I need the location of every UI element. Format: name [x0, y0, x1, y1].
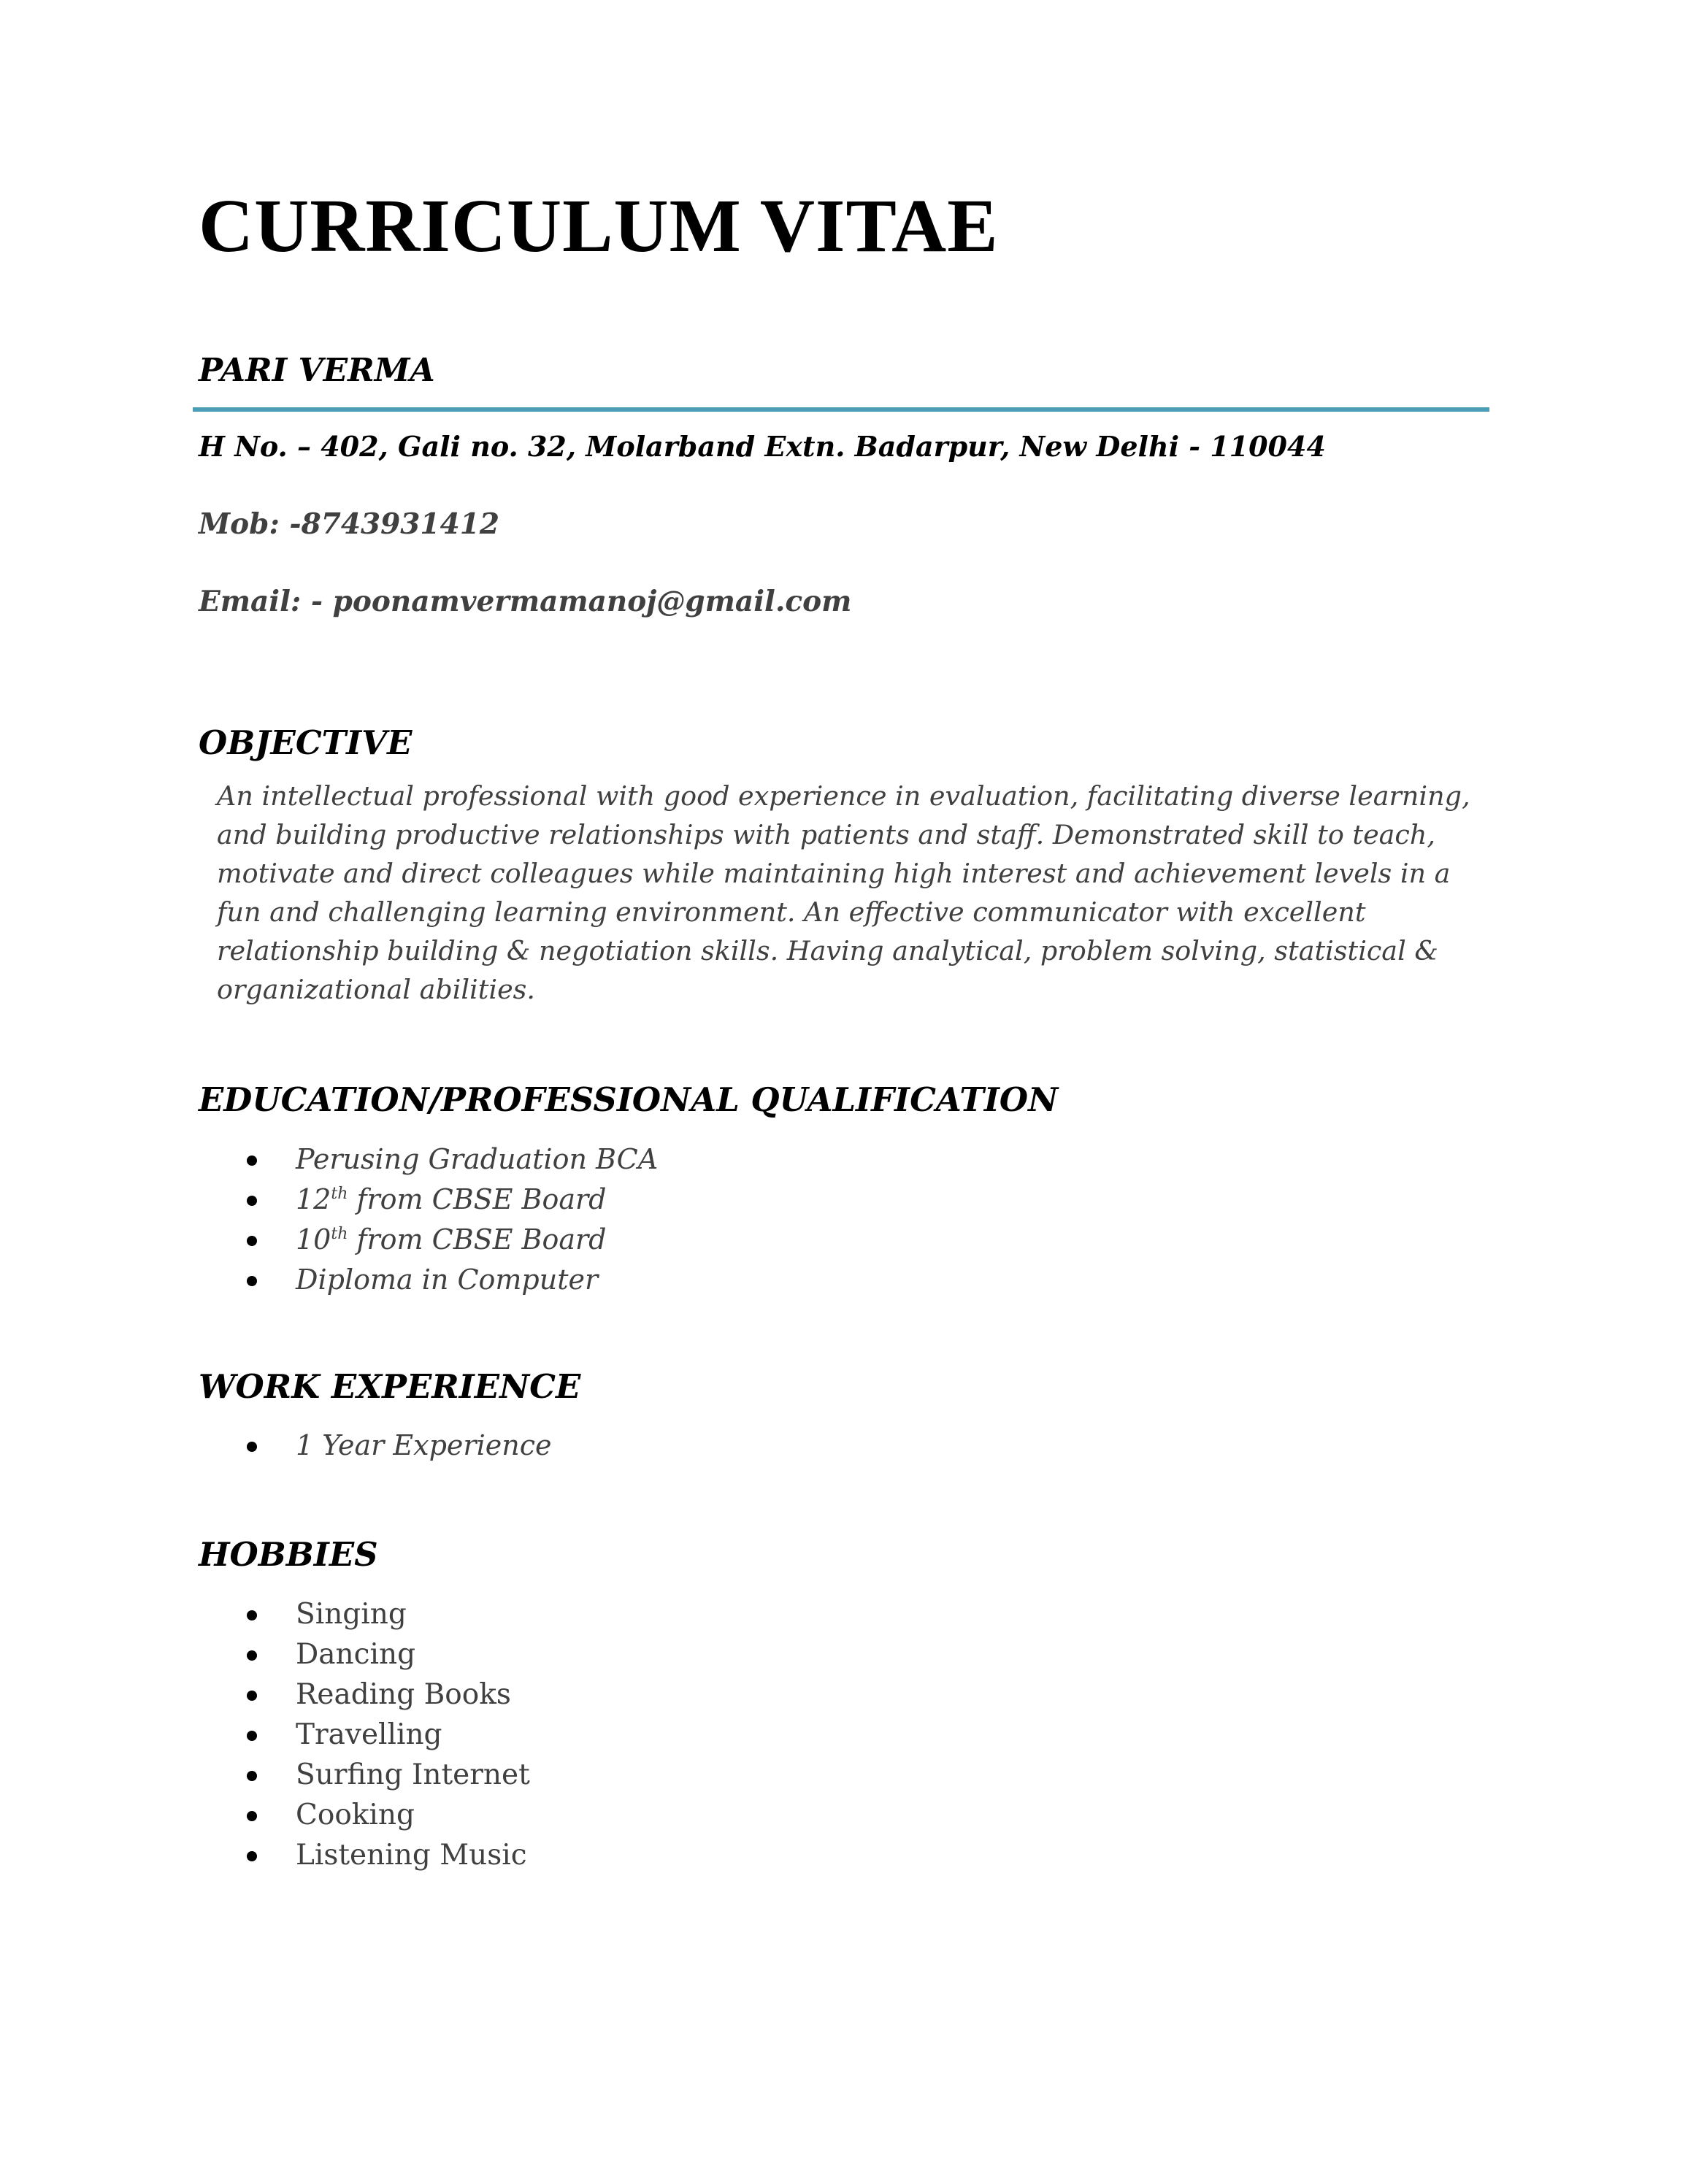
bullet-icon [247, 1442, 257, 1452]
hobby-item-text: Dancing [296, 1638, 416, 1671]
education-heading: EDUCATION/PROFESSIONAL QUALIFICATION [199, 1080, 1059, 1119]
hobby-item-text: Travelling [296, 1718, 442, 1751]
education-item-text: 12th from CBSE Board [296, 1183, 607, 1215]
objective-text: An intellectual professional with good experience in evaluation, facilitating diverse learning, and building productive relationships with patients and staff. Demonstrated skill to teach, motivate and direct colleagues while maintaining high interest and achievement levels in a fun and challenging learning environment. An effective communicator with excellent relationship building & negotiation skills. Having analytical, problem solving, statistical & organizational abilities. [217, 780, 1470, 1005]
hobby-item-text: Reading Books [296, 1678, 511, 1711]
hobby-item-text: Listening Music [296, 1839, 527, 1872]
education-item-text: Perusing Graduation BCA [296, 1143, 659, 1175]
header-divider [193, 407, 1489, 412]
address-line: H No. – 402, Gali no. 32, Molarband Extn. Badarpur, New Delhi - 110044 [199, 430, 1326, 463]
hobby-item-text: Cooking [296, 1799, 415, 1831]
bullet-icon [247, 1196, 257, 1206]
candidate-name: PARI VERMA [199, 352, 435, 389]
email-line: Email: - poonamvermamanoj@gmail.com [199, 585, 852, 618]
bullet-icon [247, 1650, 257, 1661]
hobbies-heading: HOBBIES [199, 1535, 378, 1574]
hobby-item-text: Singing [296, 1598, 407, 1631]
bullet-icon [247, 1610, 257, 1620]
document-title: CURRICULUM VITAE [199, 184, 999, 268]
bullet-icon [247, 1156, 257, 1166]
bullet-icon [247, 1691, 257, 1701]
education-item-text: Diploma in Computer [296, 1264, 599, 1296]
bullet-icon [247, 1236, 257, 1246]
objective-heading: OBJECTIVE [199, 723, 413, 762]
work-heading: WORK EXPERIENCE [199, 1367, 581, 1406]
mobile-line: Mob: -8743931412 [199, 507, 499, 541]
bullet-icon [247, 1731, 257, 1741]
work-item-text: 1 Year Experience [296, 1429, 552, 1461]
bullet-icon [247, 1276, 257, 1286]
education-item-text: 10th from CBSE Board [296, 1223, 607, 1256]
bullet-icon [247, 1811, 257, 1821]
bullet-icon [247, 1771, 257, 1781]
hobby-item-text: Surfing Internet [296, 1758, 530, 1791]
bullet-icon [247, 1851, 257, 1861]
